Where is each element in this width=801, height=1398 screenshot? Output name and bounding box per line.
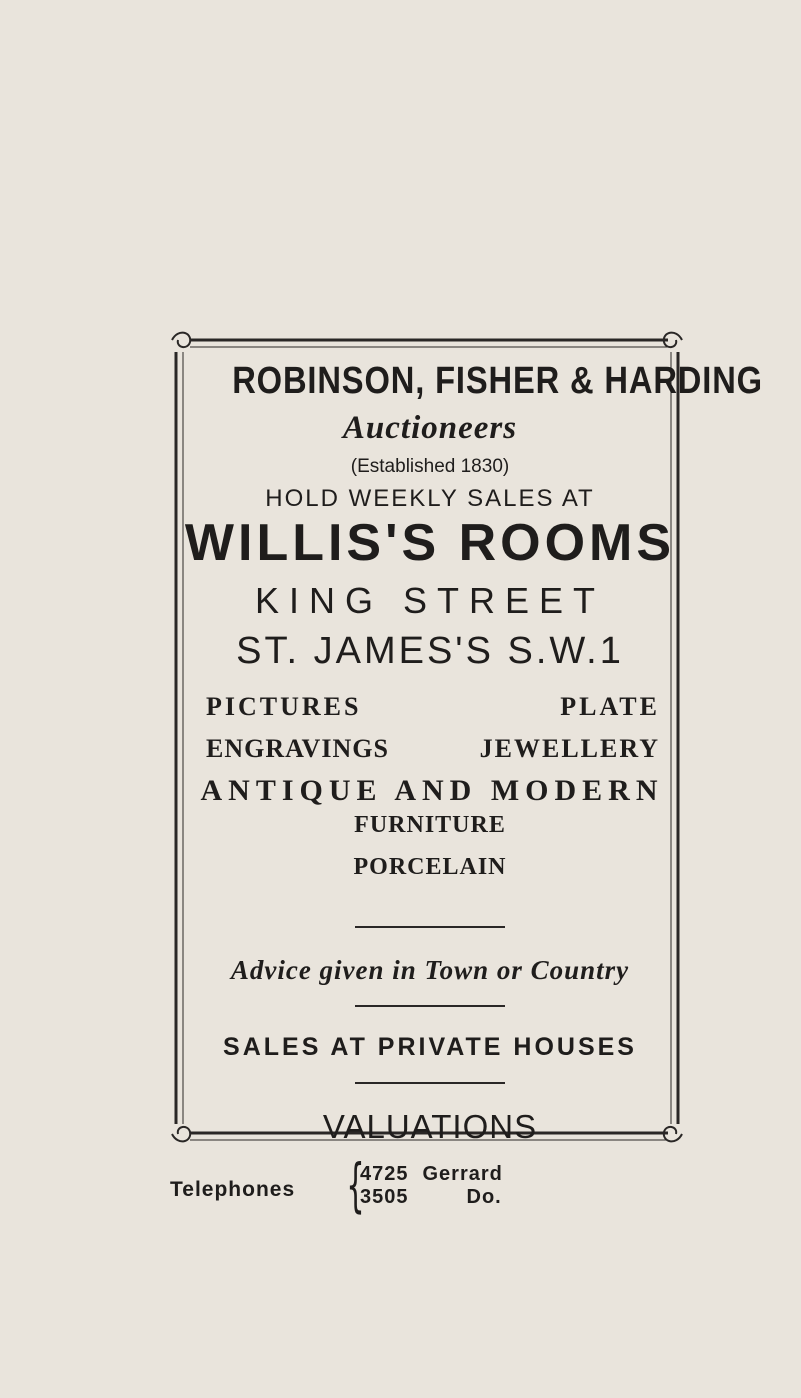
category-furniture: FURNITURE [354, 812, 506, 838]
telephone-line [360, 1163, 503, 1186]
valuations-line: VALUATIONS [322, 1108, 538, 1145]
telephone-number: 4725 [360, 1163, 409, 1185]
telephone-exchange: Gerrard [422, 1163, 503, 1185]
street-name: KING STREET [254, 580, 606, 621]
category-jewellery: JEWELLERY [479, 734, 660, 763]
brace-symbol: { [346, 1151, 365, 1219]
private-sales-line: SALES AT PRIVATE HOUSES [223, 1033, 637, 1061]
category-porcelain: PORCELAIN [353, 854, 507, 880]
category-pictures: PICTURES [206, 692, 362, 721]
divider-rule [355, 926, 505, 928]
profession-title: Auctioneers [342, 410, 518, 446]
divider-rule [355, 1005, 505, 1007]
firm-name: ROBINSON, FISHER & HARDING [232, 360, 763, 402]
telephones-label: Telephones [170, 1178, 296, 1201]
hold-sales-line: HOLD WEEKLY SALES AT [265, 485, 595, 512]
advice-line: Advice given in Town or Country [230, 955, 630, 985]
established-line: (Established 1830) [350, 456, 510, 477]
category-antique-modern: ANTIQUE AND MODERN [200, 774, 664, 807]
category-engravings: ENGRAVINGS [206, 734, 389, 763]
district-name: ST. JAMES'S S.W.1 [236, 630, 624, 672]
divider-rule [355, 1082, 505, 1084]
venue-name: WILLIS'S ROOMS [184, 514, 676, 572]
telephone-number: 3505 [360, 1186, 409, 1208]
category-plate: PLATE [560, 692, 660, 721]
telephone-line [360, 1186, 502, 1209]
telephone-exchange: Do. [466, 1186, 502, 1208]
